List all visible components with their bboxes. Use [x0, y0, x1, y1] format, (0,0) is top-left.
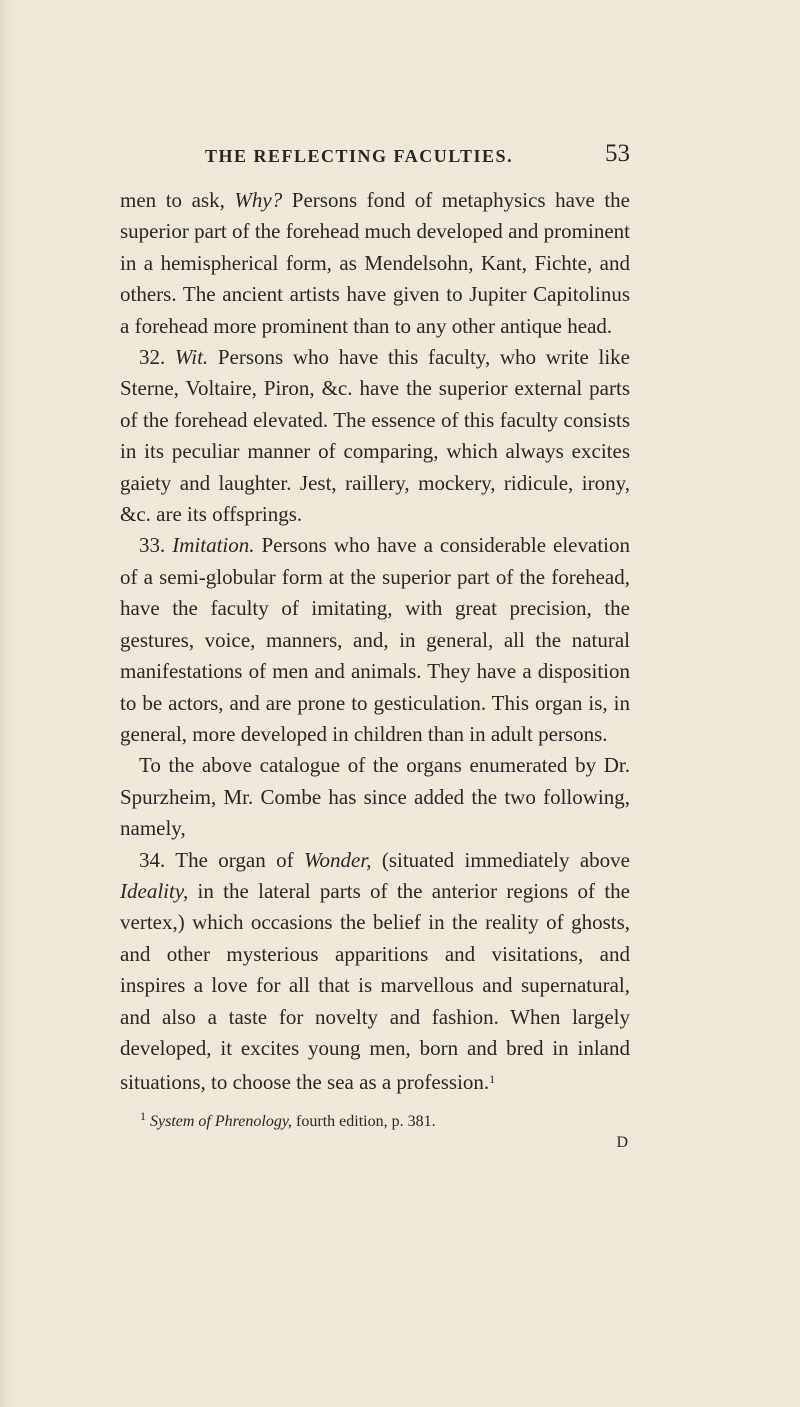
page-header — [120, 140, 630, 170]
italic-run: Ideality, — [120, 878, 189, 903]
paragraph-catalogue — [120, 750, 630, 844]
footnote-reference: 1 — [489, 1072, 496, 1087]
section-number: 32. — [139, 345, 175, 370]
italic-run: Why? — [234, 188, 283, 212]
paragraph-wit — [120, 342, 630, 530]
signature-mark: D — [616, 1133, 628, 1151]
text-run: Persons fond of metaphysics have the superior part of the forehead much developed and prominent in a hemispherical form, as Mendelsohn, Kant, Fichte, and others. The ancient artists have given to Jupiter Capitolinus a forehead more prominent than to any other antique head. — [120, 188, 630, 338]
footnote-title: System of Phrenology, — [150, 1112, 293, 1130]
paragraph-imitation — [120, 530, 630, 750]
footnote-text: fourth edition, p. 381. — [292, 1112, 436, 1130]
text-run: Persons who have this faculty, who write like Sterne, Voltaire, Piron, &c. have the superior external parts of the forehead elevated. The essence of this faculty consists in its peculiar manner of comparing, which always excites gaiety and laughter. Jest, raillery, mockery, ridicule, irony, &c. are its offsprings. — [120, 345, 631, 527]
running-head: THE REFLECTING FACULTIES. — [205, 146, 514, 166]
footnote-marker: 1 — [140, 1108, 146, 1123]
text-run: Persons who have a considerable elevation of a semi-globular form at the superior part of the forehead, have the faculty of imitating, with great precision, the gestures, voice, manners, and, in general, all the natural manifestations of men and animals. They have a disposition to be actors, and are prone to gesticulation. This organ is, in general, more developed in children than in adult persons. — [120, 533, 630, 746]
text-run: (situated immediately above — [371, 847, 631, 872]
page-edge — [0, 0, 14, 1407]
text-run: in the lateral parts of the anterior regions of the vertex,) which occasions the belief in the reality of ghosts, and other mysterious apparitions and visitations, and inspires a love for all that is marvellous and supernatural, and also a taste for novelty and fashion. When largely developed, it excites young men, born and bred in inland situations, to choose the sea as a profession. — [120, 878, 630, 1095]
footnote — [120, 1105, 630, 1133]
text-run: men to ask, — [120, 188, 235, 212]
italic-run: Wonder, — [303, 847, 372, 872]
page-number: 53 — [605, 140, 630, 167]
text-run: To the above catalogue of the organs enumerated by Dr. Spurzheim, Mr. Combe has since added the two following, namely, — [120, 753, 630, 841]
section-number: 34. The organ of — [139, 847, 304, 872]
section-title: Wit. — [174, 345, 209, 370]
paragraph-continued — [120, 185, 630, 342]
body-text — [120, 185, 630, 1153]
section-title: Imitation. — [172, 533, 255, 558]
paragraph-wonder — [120, 845, 630, 1099]
section-number: 33. — [139, 533, 173, 558]
